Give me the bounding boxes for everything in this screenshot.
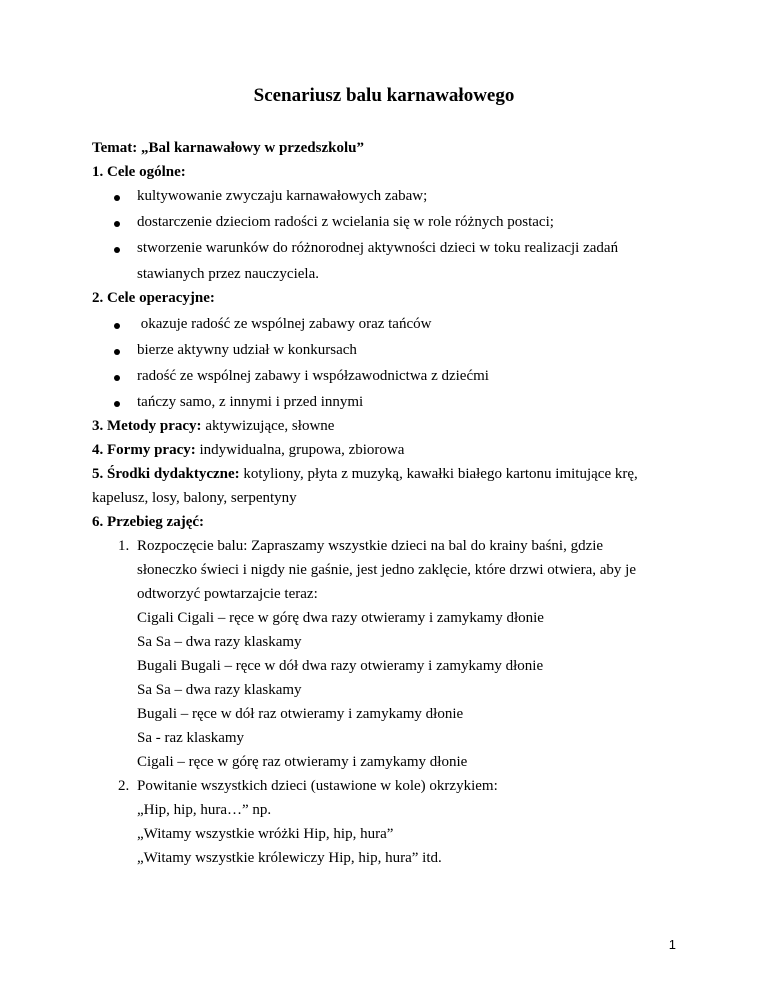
step-1-line: Sa Sa – dwa razy klaskamy xyxy=(137,634,302,650)
bullet-icon xyxy=(114,375,120,381)
list-item-continuation: stawianych przez nauczyciela. xyxy=(137,266,319,282)
page-number: 1 xyxy=(668,937,676,952)
section-3-text: aktywizujące, słowne xyxy=(201,418,335,434)
step-1-line: Cigali – ręce w górę raz otwieramy i zamykamy dłonie xyxy=(137,754,468,770)
step-1-line: Bugali Bugali – ręce w dół dwa razy otwieramy i zamykamy dłonie xyxy=(137,658,544,674)
section-6-heading: 6. Przebieg zajęć: xyxy=(92,514,205,530)
section-3-label: 3. Metody pracy: xyxy=(92,418,202,434)
step-1-line: odtworzyć powtarzajcie teraz: xyxy=(137,586,318,602)
step-2-line: „Witamy wszystkie wróżki Hip, hip, hura” xyxy=(137,826,394,842)
step-1-line: słoneczko świeci i nigdy nie gaśnie, jest jedno zaklęcie, które drzwi otwiera, aby je xyxy=(137,562,636,578)
step-2-line: „Hip, hip, hura…” np. xyxy=(137,802,272,818)
list-item: kultywowanie zwyczaju karnawałowych zabaw; xyxy=(137,188,428,204)
topic-line: Temat: „Bal karnawałowy w przedszkolu” xyxy=(92,140,364,156)
section-5-text-continuation: kapelusz, losy, balony, serpentyny xyxy=(92,490,297,506)
step-1-line: Sa Sa – dwa razy klaskamy xyxy=(137,682,302,698)
section-5-text: kotyliony, płyta z muzyką, kawałki białego kartonu imitujące krę, xyxy=(239,466,638,482)
list-item: radość ze wspólnej zabawy i współzawodnictwa z dziećmi xyxy=(137,368,489,384)
bullet-icon xyxy=(114,247,120,253)
section-3-line xyxy=(92,416,334,436)
section-4-line xyxy=(92,440,404,460)
step-2-line: Powitanie wszystkich dzieci (ustawione w kole) okrzykiem: xyxy=(137,778,498,794)
section-5-line xyxy=(92,464,638,484)
step-1-number: 1. xyxy=(118,538,130,554)
document-title: Scenariusz balu karnawałowego xyxy=(253,85,515,106)
bullet-icon xyxy=(114,195,120,201)
section-5-label: 5. Środki dydaktyczne: xyxy=(92,466,240,482)
step-1-line: Cigali Cigali – ręce w górę dwa razy otwieramy i zamykamy dłonie xyxy=(137,610,544,626)
bullet-icon xyxy=(114,323,120,329)
section-1-heading: 1. Cele ogólne: xyxy=(92,164,186,180)
step-1-line: Sa - raz klaskamy xyxy=(137,730,245,746)
section-4-label: 4. Formy pracy: xyxy=(92,442,196,458)
list-item: bierze aktywny udział w konkursach xyxy=(137,342,357,358)
step-2-number: 2. xyxy=(118,778,130,794)
list-item: tańczy samo, z innymi i przed innymi xyxy=(137,394,364,410)
section-4-text: indywidualna, grupowa, zbiorowa xyxy=(195,442,405,458)
list-item: dostarczenie dzieciom radości z wcielania się w role różnych postaci; xyxy=(137,214,554,230)
bullet-icon xyxy=(114,349,120,355)
step-2-line: „Witamy wszystkie królewiczy Hip, hip, hura” itd. xyxy=(137,850,442,866)
step-1-line: Rozpoczęcie balu: Zapraszamy wszystkie dzieci na bal do krainy baśni, gdzie xyxy=(137,538,604,554)
list-item: stworzenie warunków do różnorodnej aktywności dzieci w toku realizacji zadań xyxy=(137,240,619,256)
section-2-heading: 2. Cele operacyjne: xyxy=(92,290,215,306)
bullet-icon xyxy=(114,401,120,407)
bullet-icon xyxy=(114,221,120,227)
step-1-line: Bugali – ręce w dół raz otwieramy i zamykamy dłonie xyxy=(137,706,464,722)
list-item: okazuje radość ze wspólnej zabawy oraz tańców xyxy=(137,316,432,332)
